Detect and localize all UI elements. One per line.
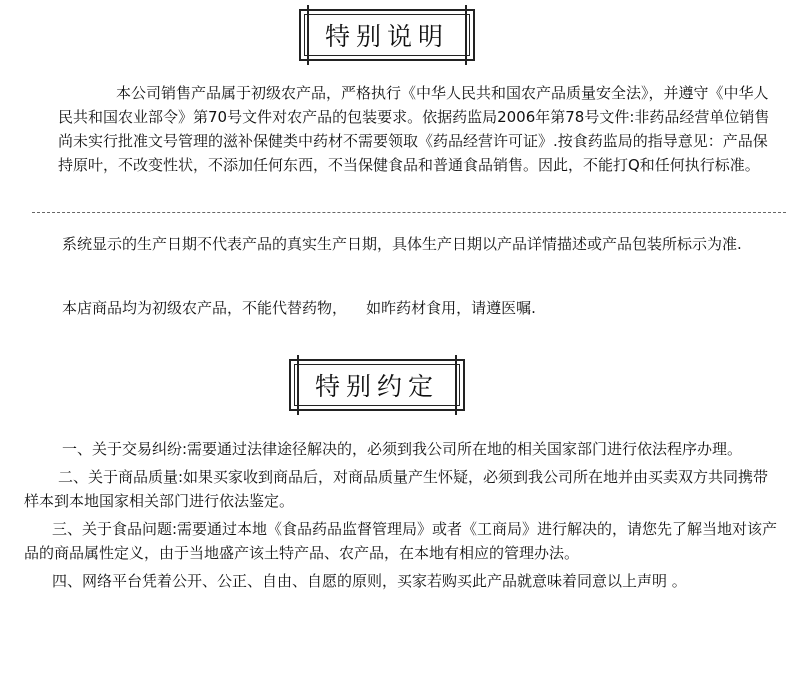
dashed-divider bbox=[32, 212, 786, 213]
clause-item: 三、关于食品问题:需要通过本地《食品药品监督管理局》或者《工商局》进行解决的，请您先了解当地对该产品的商品属性定义，由于当地盛产该土特产品、农产品，在本地有相应的管理办法。 bbox=[24, 520, 778, 562]
medicine-notice: 本店商品均为初级农产品，不能代替药物， 如昨药材食用，请遵医嘱. bbox=[62, 299, 536, 317]
clause-item: 一、关于交易纠纷:需要通过法律途径解决的，必须到我公司所在地的相关国家部门进行依法程序办理。 bbox=[62, 440, 743, 458]
agreement-clauses bbox=[24, 437, 780, 597]
special-notice-title: 特别说明 bbox=[304, 14, 470, 56]
clause-item: 二、关于商品质量:如果买家收到商品后，对商品质量产生怀疑，必须到我公司所在地并由买卖双方共同携带样本到本地国家相关部门进行依法鉴定。 bbox=[24, 468, 769, 510]
company-statement-paragraph: 本公司销售产品属于初级农产品，严格执行《中华人民共和国农产品质量安全法》，并遵守《中华人民共和国农业部令》第70号文件对农产品的包装要求。依据药监局2006年第78号文件:非药品经营单位销售尚未实行批准文号管理的滋补保健类中药材不需要领取《药品经营许可证》.按食药监局的指导意见：产品保持原叶，不改变性状，不添加任何东西，不当保健食品和普通食品销售。因此，不能打Q和任何执行标准。 bbox=[58, 84, 770, 174]
special-agreement-title-frame bbox=[289, 359, 465, 411]
special-notice-title-frame bbox=[299, 9, 475, 61]
clause-item: 四、网络平台凭着公开、公正、自由、自愿的原则，买家若购买此产品就意味着同意以上声明 。 bbox=[52, 572, 687, 590]
production-date-notice: 系统显示的生产日期不代表产品的真实生产日期，具体生产日期以产品详情描述或产品包装所标示为准. bbox=[62, 235, 742, 253]
special-agreement-title: 特别约定 bbox=[294, 364, 460, 406]
